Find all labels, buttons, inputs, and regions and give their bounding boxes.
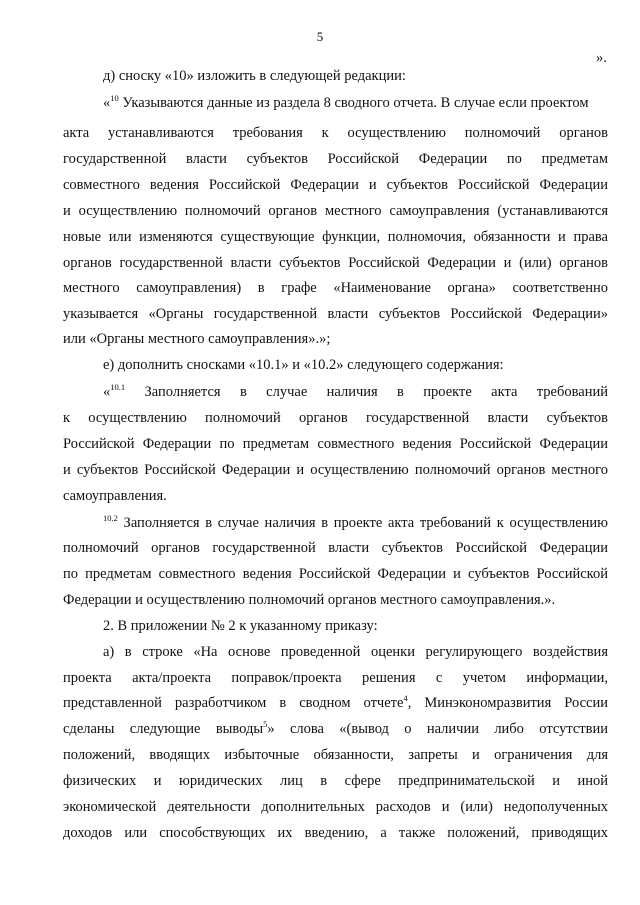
paragraph-line: сделаны следующие выводы$^5$» слова «(вывод о наличии либо отсутствии bbox=[63, 719, 608, 737]
paragraph-line: д) сноску «10» изложить в следующей редакции: bbox=[103, 68, 406, 84]
paragraph-line: местного самоуправления) в графе «Наименование органа» соответственно bbox=[63, 280, 608, 296]
paragraph-line: акта устанавливаются требования к осуществлению полномочий органов bbox=[63, 125, 608, 141]
paragraph-line: органов государственной власти субъектов Российской Федерации и (или) органов bbox=[63, 255, 608, 271]
closing-quote: ». bbox=[596, 50, 607, 66]
paragraph-line: положений, вводящих избыточные обязанности, запреты и ограничения для bbox=[63, 747, 608, 763]
footnote-marker: 4 bbox=[403, 693, 408, 704]
paragraph-line: $^{10.2}$ Заполняется в случае наличия в проекте акта требований к осуществлению bbox=[103, 513, 608, 531]
paragraph-line: 2. В приложении № 2 к указанному приказу: bbox=[103, 618, 378, 634]
paragraph-line: самоуправления. bbox=[63, 488, 167, 504]
footnote-marker: 5 bbox=[263, 719, 268, 730]
paragraph-line: совместного ведения Российской Федерации и субъектов Российской Федерации bbox=[63, 177, 608, 193]
footnote-marker: 10.2 bbox=[103, 513, 118, 524]
paragraph-line: и субъектов Российской Федерации и осуществлению полномочий органов местного bbox=[63, 462, 608, 478]
paragraph-line: физических и юридических лиц в сфере предпринимательской и иной bbox=[63, 773, 608, 789]
paragraph-line: государственной власти субъектов Российской Федерации по предметам bbox=[63, 151, 608, 167]
paragraph-line: Федерации и осуществлению полномочий органов местного самоуправления.». bbox=[63, 592, 556, 608]
page-number: 5 bbox=[316, 29, 324, 44]
paragraph-line: полномочий органов государственной власти субъектов Российской Федерации bbox=[63, 540, 608, 556]
paragraph-line: «$^{10.1}$ Заполняется в случае наличия в проекте акта требований bbox=[103, 382, 608, 400]
paragraph-line: проекта акта/проекта поправок/проекта решения с учетом информации, bbox=[63, 670, 608, 686]
paragraph-line: е) дополнить сносками «10.1» и «10.2» следующего содержания: bbox=[103, 357, 504, 373]
footnote-marker: 10.1 bbox=[110, 382, 126, 393]
paragraph-line: а) в строке «На основе проведенной оценки регулирующего воздействия bbox=[103, 644, 608, 660]
paragraph-line: доходов или способствующих их введению, а также положений, приводящих bbox=[63, 825, 608, 841]
paragraph-line: и осуществлению полномочий органов местного самоуправления (устанавливаются bbox=[63, 203, 608, 219]
footnote-marker: 10 bbox=[110, 93, 119, 104]
paragraph-line: указывается «Органы государственной власти субъектов Российской Федерации» bbox=[63, 306, 608, 322]
paragraph-line: представленной разработчиком в сводном отчете$^4$, Минэкономразвития России bbox=[63, 693, 608, 711]
paragraph-line: к осуществлению полномочий органов государственной власти субъектов bbox=[63, 410, 608, 426]
paragraph-line: «$^{10}$ Указываются данные из раздела 8 сводного отчета. В случае если проектом bbox=[103, 93, 589, 111]
paragraph-line: экономической деятельности дополнительных расходов и (или) недополученных bbox=[63, 799, 608, 815]
paragraph-line: Российской Федерации по предметам совместного ведения Российской Федерации bbox=[63, 436, 608, 452]
paragraph-line: новые или изменяются существующие функции, полномочия, обязанности и права bbox=[63, 229, 608, 245]
paragraph-line: или «Органы местного самоуправления».»; bbox=[63, 331, 331, 347]
paragraph-line: по предметам совместного ведения Российской Федерации и субъектов Российской bbox=[63, 566, 608, 582]
